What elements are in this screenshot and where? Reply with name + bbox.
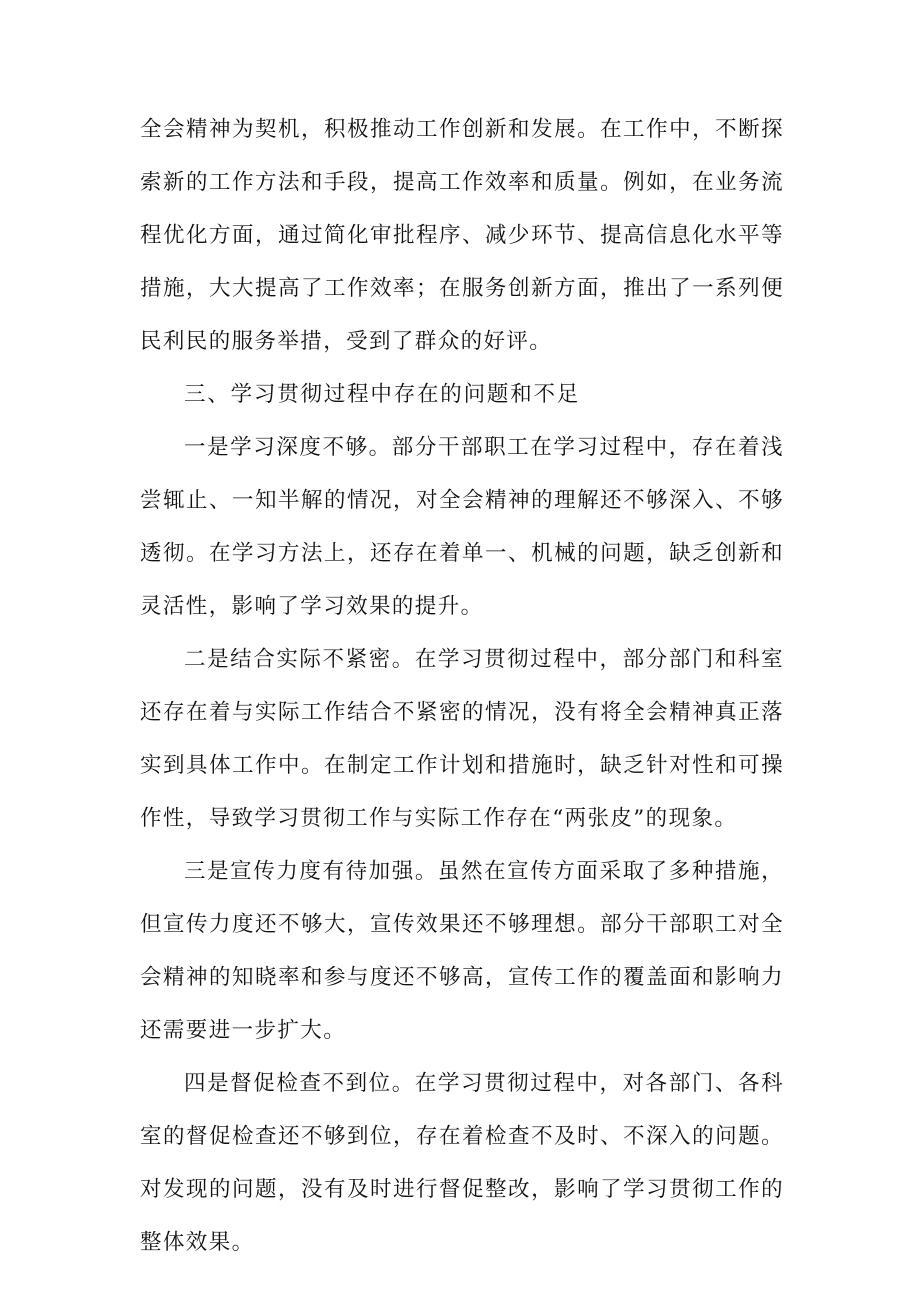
paragraph-continuation: 全会精神为契机，积极推动工作创新和发展。在工作中，不断探索新的工作方法和手段，提高工作效率和质量。例如，在业务流程优化方面，通过简化审批程序、减少环节、提高信息化水平等措施，大大提高了工作效率；在服务创新方面，推出了一系列便民利民的服务举措，受到了群众的好评。	[140, 117, 784, 354]
paragraph-practical-integration: 二是结合实际不紧密。在学习贯彻过程中，部分部门和科室还存在着与实际工作结合不紧密的情况，没有将全会精神真正落实到具体工作中。在制定工作计划和措施时，缺乏针对性和可操作性，导致学习贯彻工作与实际工作存在“两张皮”的现象。	[140, 647, 784, 831]
paragraph-supervision: 四是督促检查不到位。在学习贯彻过程中，对各部门、各科室的督促检查还不够到位，存在着检查不及时、不深入的问题。对发现的问题，没有及时进行督促整改，影响了学习贯彻工作的整体效果。	[140, 1071, 784, 1255]
paragraph-publicity: 三是宣传力度有待加强。虽然在宣传方面采取了多种措施，但宣传力度还不够大，宣传效果还不够理想。部分干部职工对全会精神的知晓率和参与度还不够高，宣传工作的覆盖面和影响力还需要进一步扩大。	[140, 859, 784, 1043]
section-heading: 三、学习贯彻过程中存在的问题和不足	[184, 382, 581, 407]
paragraph-learning-depth: 一是学习深度不够。部分干部职工在学习过程中，存在着浅尝辄止、一知半解的情况，对全会精神的理解还不够深入、不够透彻。在学习方法上，还存在着单一、机械的问题，缺乏创新和灵活性，影响了学习效果的提升。	[140, 435, 784, 619]
document-body	[140, 103, 784, 1269]
